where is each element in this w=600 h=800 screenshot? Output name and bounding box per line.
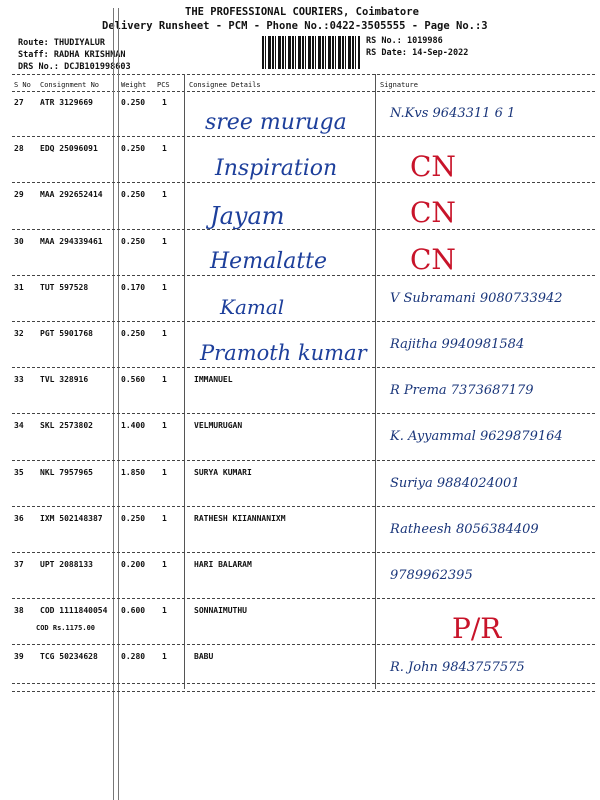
handwritten-signature: K. Ayyammal 9629879164 [390,429,563,445]
weight-value: 0.250 [121,236,146,246]
table-row [0,508,600,554]
cod-amount: COD Rs.1175.00 [36,624,96,633]
table-row [0,138,600,184]
consignee-name: SURYA KUMARI [194,467,252,477]
column-weight: Weight [121,81,147,89]
pieces-count: 1 [162,467,167,477]
weight-value: 1.850 [121,467,146,477]
rs-number-line [366,36,443,46]
handwritten-signature: Suriya 9884024001 [390,475,520,491]
rs-number-label: RS No.: [366,36,402,46]
route-label: Route: [18,38,49,48]
serial-number: 34 [14,421,24,431]
consignee-name: RATHESH KIIANNANIXM [194,513,286,523]
serial-number: 32 [14,329,24,338]
staff-label: Staff: [18,50,49,60]
consignee-name: IMMANUEL [194,375,233,385]
table-row [0,184,600,230]
serial-number: 37 [14,560,24,569]
consignment-number: EDQ 25096091 [40,144,98,154]
row-divider [12,413,595,414]
row-divider [12,460,595,461]
weight-value: 0.250 [121,144,146,154]
row-divider [12,552,595,553]
page-title: THE PROFESSIONAL COURIERS, Coimbatore [185,6,419,18]
handwritten-signature: 9789962395 [390,568,473,583]
consignment-number: NKL 7957965 [40,467,93,477]
serial-number: 33 [14,375,24,385]
row-divider [12,275,595,276]
pieces-count: 1 [162,421,167,431]
serial-number: 29 [14,190,24,200]
handwritten-signature: Ratheesh 8056384409 [390,521,539,537]
drs-value: DCJB101998603 [64,62,131,72]
weight-value: 0.250 [121,98,146,107]
serial-number: 39 [14,652,24,662]
table-row [0,92,600,138]
consignee-name: BABU [194,652,214,662]
consignment-number: IXM 502148387 [40,513,103,523]
rs-date-value: 14-Sep-2022 [412,48,469,58]
table-row [0,646,600,692]
column-signature: Signature [380,81,418,89]
table-row [0,462,600,508]
handwritten-signature: P/R [452,612,502,646]
serial-number: 30 [14,236,24,246]
barcode [262,36,360,69]
table-bottom-rule [12,683,595,684]
table-row [0,369,600,415]
handwritten-signature: N.Kvs 9643311 6 1 [390,106,516,121]
handwritten-consignee: Inspiration [215,156,338,182]
table-row [0,554,600,600]
runsheet-subtitle: Delivery Runsheet - PCM - Phone No.:0422-3505555 - Page No.:3 [102,20,488,32]
staff-line [18,50,126,60]
consignment-number: UPT 2088133 [40,560,93,569]
column-consignee: Consignee Details [189,81,261,89]
weight-value: 0.250 [121,190,146,200]
row-divider [12,182,595,183]
consignment-number: SKL 2573802 [40,421,93,431]
consignment-number: MAA 294339461 [40,236,103,246]
handwritten-signature: R Prema 7373687179 [390,383,534,399]
handwritten-signature: Rajitha 9940981584 [390,337,525,352]
rs-date-label: RS Date: [366,48,407,58]
table-row [0,323,600,369]
row-divider [12,229,595,230]
serial-number: 28 [14,144,24,154]
serial-number: 35 [14,467,24,477]
handwritten-signature: CN [410,242,456,276]
pieces-count: 1 [162,560,167,569]
pieces-count: 1 [162,375,167,385]
serial-number: 31 [14,282,24,292]
weight-value: 0.280 [121,652,146,662]
pieces-count: 1 [162,652,167,662]
pieces-count: 1 [162,144,167,154]
weight-value: 0.560 [121,375,146,385]
consignment-number: ATR 3129669 [40,98,93,107]
serial-number: 36 [14,513,24,523]
pieces-count: 1 [162,513,167,523]
table-row [0,600,600,646]
pieces-count: 1 [162,98,167,107]
column-sno: S No [14,81,31,89]
weight-value: 0.250 [121,329,146,338]
consignee-name: SONNAIMUTHU [194,606,247,616]
handwritten-consignee: sree muruga [205,110,347,135]
rs-date-line [366,48,468,58]
consignment-number: PGT 5901768 [40,329,93,338]
consignment-number: COD 1111840054 [40,606,108,616]
drs-label: DRS No.: [18,62,59,72]
route-line [18,38,105,48]
handwritten-signature: CN [410,196,456,230]
pieces-count: 1 [162,282,167,292]
column-pcs: PCS [157,81,170,89]
weight-value: 0.250 [121,513,146,523]
route-value: THUDIYALUR [53,38,106,48]
row-divider [12,506,595,507]
weight-value: 0.200 [121,560,146,569]
weight-value: 0.170 [121,282,146,292]
consignment-number: TVL 328916 [40,375,89,385]
handwritten-consignee: Jayam [210,202,285,231]
consignment-number: TCG 50234628 [40,652,98,662]
table-row [0,231,600,277]
consignee-name: HARI BALARAM [194,560,252,569]
handwritten-consignee: Hemalatte [210,248,328,274]
row-divider [12,598,595,599]
handwritten-signature: R. John 9843757575 [390,660,525,676]
row-divider [12,691,595,692]
row-divider [12,367,595,368]
serial-number: 38 [14,606,24,616]
pieces-count: 1 [162,190,167,200]
handwritten-signature: V Subramani 9080733942 [390,290,563,306]
header-divider [12,74,595,75]
staff-value: RADHA KRISHNAN [53,50,126,60]
pieces-count: 1 [162,329,167,338]
serial-number: 27 [14,98,24,107]
column-consignment: Consignment No [40,81,100,89]
consignment-number: TUT 597528 [40,282,89,292]
weight-value: 1.400 [121,421,146,431]
row-divider [12,321,595,322]
table-row [0,415,600,461]
handwritten-consignee: Pramoth kumar [200,341,367,365]
table-row [0,277,600,323]
consignment-number: MAA 292652414 [40,190,103,200]
pieces-count: 1 [162,606,167,616]
consignee-name: VELMURUGAN [194,421,243,431]
rs-number-value: 1019986 [406,36,443,46]
weight-value: 0.600 [121,606,146,616]
row-divider [12,644,595,645]
handwritten-signature: CN [410,150,456,184]
handwritten-consignee: Kamal [220,294,285,319]
pieces-count: 1 [162,236,167,246]
row-divider [12,136,595,137]
